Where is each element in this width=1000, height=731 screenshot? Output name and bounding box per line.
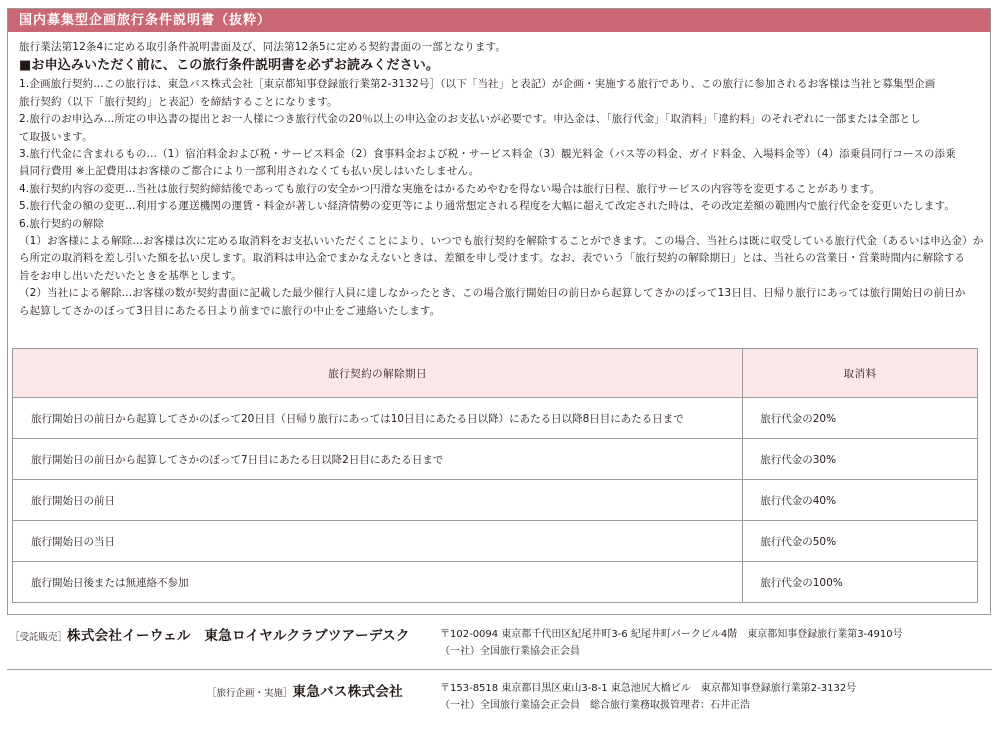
period-cell: 旅行開始日の前日から起算してさかのぼって20日目（日帰り旅行にあっては10日目にあたる日以降）にあたる日以降8日目にあたる日まで [13, 398, 743, 439]
column-header-period: 旅行契約の解除期日 [13, 349, 743, 398]
clause-line: 5.旅行代金の額の変更…利用する運送機関の運賃・料金が著しい経済情勢の変更等により通常想定される程度を大幅に超えて改定された時は、その改定差額の範囲内で旅行代金を変更いたします。 [19, 200, 956, 213]
fee-cell: 旅行代金の100% [743, 562, 978, 603]
period-cell: 旅行開始日の前日 [13, 480, 743, 521]
section-title: 国内募集型企画旅行条件説明書（抜粋） [8, 9, 990, 32]
sales-association: （一社）全国旅行業協会正会員 [440, 646, 580, 657]
table-row [13, 398, 978, 439]
plan-address: 〒153-8518 東京都目黒区東山3-8-1 東急池尻大橋ビル 東京都知事登録旅行業第2-3132号 [440, 683, 857, 694]
conditions-body [19, 39, 985, 320]
clause-line: ら起算してさかのぼって3日目にあたる日より前までに旅行の中止をご連絡いたします。 [19, 304, 441, 317]
plan-company-name: 東急バス株式会社 [292, 684, 403, 700]
clause-line: 3.旅行代金に含まれるもの…（1）宿泊料金および税・サービス料金（2）食事料金および税・サービス料金（3）観光料金（バス等の料金、ガイド料金、入場料金等）（4）添乗員同行コースの添乗 [19, 148, 956, 161]
clause-line: 6.旅行契約の解除 [19, 217, 104, 230]
table-row [13, 562, 978, 603]
sales-label: ［受託販売］ [10, 632, 68, 643]
table-row [13, 439, 978, 480]
footer-divider [7, 669, 992, 670]
table-row [13, 521, 978, 562]
intro-line: 旅行業法第12条4に定める取引条件説明書面及び、同法第12条5に定める契約書面の一部となります。 [19, 41, 507, 53]
table-row [13, 480, 978, 521]
clause-line: 1.企画旅行契約…この旅行は、東急バス株式会社［東京都知事登録旅行業第2-3132号］（以下「当社」と表記）が企画・実施する旅行であり、この旅行に参加されるお客様は当社と募集型企画 [19, 78, 936, 91]
period-cell: 旅行開始日後または無連絡不参加 [13, 562, 743, 603]
fee-cell: 旅行代金の50% [743, 521, 978, 562]
clause-line: ら所定の取消料を差し引いた額を払い戻します。取消料は申込金でまかなえないときは、差額を申し受けます。なお、表でいう「旅行契約の解除期日」とは、当社らの営業日・営業時間内に解除する [19, 252, 966, 265]
fee-cell: 旅行代金の20% [743, 398, 978, 439]
clause-line: 員同行費用 ※上記費用はお客様のご都合により一部利用されなくても払い戻しはいたしません。 [19, 165, 480, 178]
column-header-fee: 取消料 [743, 349, 978, 398]
table-header-row [13, 349, 978, 398]
plan-label: ［旅行企画・実施］ [207, 688, 293, 699]
fee-cell: 旅行代金の30% [743, 439, 978, 480]
clause-line: 2.旅行のお申込み…所定の申込書の提出とお一人様につき旅行代金の20％以上の申込金のお支払いが必要です。申込金は、「旅行代金」「取消料」「違約料」のそれぞれに一部または全部とし [19, 113, 921, 126]
read-notice: ■お申込みいただく前に、この旅行条件説明書を必ずお読みください。 [19, 58, 440, 74]
period-cell: 旅行開始日の当日 [13, 521, 743, 562]
clause-line: て取扱います。 [19, 130, 93, 143]
sales-company-block [10, 628, 410, 646]
sales-company-names: 株式会社イーウェル 東急ロイヤルクラブツアーデスク [67, 628, 410, 644]
fee-cell: 旅行代金の40% [743, 480, 978, 521]
clause-line: 4.旅行契約内容の変更…当社は旅行契約締結後であっても旅行の安全かつ円滑な実施をはかるためやむを得ない場合は旅行日程、旅行サービスの内容等を変更することがあります。 [19, 182, 881, 195]
plan-address-block [440, 680, 856, 714]
period-cell: 旅行開始日の前日から起算してさかのぼって7日目にあたる日以降2日目にあたる日まで [13, 439, 743, 480]
plan-association: （一社）全国旅行業協会正会員 総合旅行業務取扱管理者：石井正浩 [440, 700, 750, 711]
clause-line: 旨をお申し出いただいたときを基準とします。 [19, 269, 242, 282]
sales-address: 〒102-0094 東京都千代田区紀尾井町3-6 紀尾井町パークビル4階 東京都知事登録旅行業第3-4910号 [440, 629, 903, 640]
clause-line: （2）当社による解除…お客様の数が契約書面に記載した最少催行人員に達しなかったとき、この場合旅行開始日の前日から起算してさかのぼって13日目、日帰り旅行にあっては旅行開始日の前日か [19, 287, 966, 300]
sales-address-block [440, 626, 903, 660]
clause-line: 旅行契約（以下「旅行契約」と表記）を締結することになります。 [19, 95, 338, 108]
plan-company-block [207, 684, 403, 702]
clause-line: （1）お客様による解除…お客様は次に定める取消料をお支払いいただくことにより、いつでも旅行契約を解除することができます。この場合、当社らは既に収受している旅行代金（あるいは申込金）か [19, 235, 984, 248]
cancellation-fee-table [12, 348, 978, 603]
